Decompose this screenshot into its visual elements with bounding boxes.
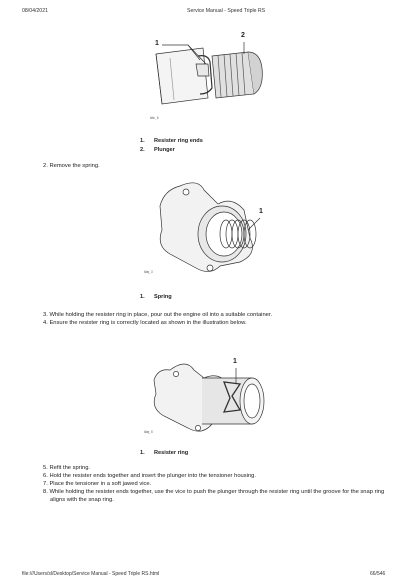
- instruction-step: 6. Hold the resister ends together and insert the plunger into the tensioner housing.: [43, 473, 257, 479]
- file-path: file:///Users/sl/Desktop/Service Manual - Speed Triple RS.html: [22, 571, 160, 577]
- document-title: Service Manual - Speed Triple RS: [187, 8, 266, 14]
- figure3-id: tibq_5: [144, 430, 153, 434]
- figure-resister-ring-illustration: [140, 354, 280, 440]
- figure1-legend-item: 2. Plunger: [140, 147, 175, 153]
- figure3-callout-1: 1: [233, 358, 237, 365]
- print-date: 08/04/2021: [22, 8, 48, 14]
- instruction-step: 8. While holding the resister ends together, use the vice to push the plunger through the resister ring until the groove for the snap ring: [43, 489, 385, 495]
- figure1-callout-1: 1: [155, 40, 159, 47]
- figure-spring-illustration: [140, 176, 280, 280]
- spring-drawing: [140, 176, 280, 280]
- resister-ring-drawing: [140, 354, 280, 440]
- instruction-step: 2. Remove the spring.: [43, 163, 100, 169]
- plunger-drawing: [148, 28, 278, 124]
- figure1-callout-2: 2: [241, 32, 245, 39]
- figure3-legend-item: 1. Resister ring: [140, 450, 189, 456]
- instruction-step: 4. Ensure the resister ring is correctly located as shown in the illustration below.: [43, 320, 247, 326]
- page-number: 66/546: [370, 571, 386, 577]
- figure2-callout-1: 1: [259, 208, 263, 215]
- figure2-legend-item: 1. Spring: [140, 294, 172, 300]
- figure1-id: tibc_6: [150, 116, 159, 120]
- figure1-legend-item: 1. Resister ring ends: [140, 138, 203, 144]
- instruction-step-continuation: aligns with the snap ring.: [50, 497, 114, 503]
- instruction-step: 3. While holding the resister ring in place, pour out the engine oil into a suitable container.: [43, 312, 273, 318]
- figure-plunger-illustration: [148, 28, 278, 124]
- instruction-step: 5. Refit the spring.: [43, 465, 91, 471]
- figure2-id: tibq_3: [144, 270, 153, 274]
- instruction-step: 7. Place the tensioner in a soft jawed vice.: [43, 481, 152, 487]
